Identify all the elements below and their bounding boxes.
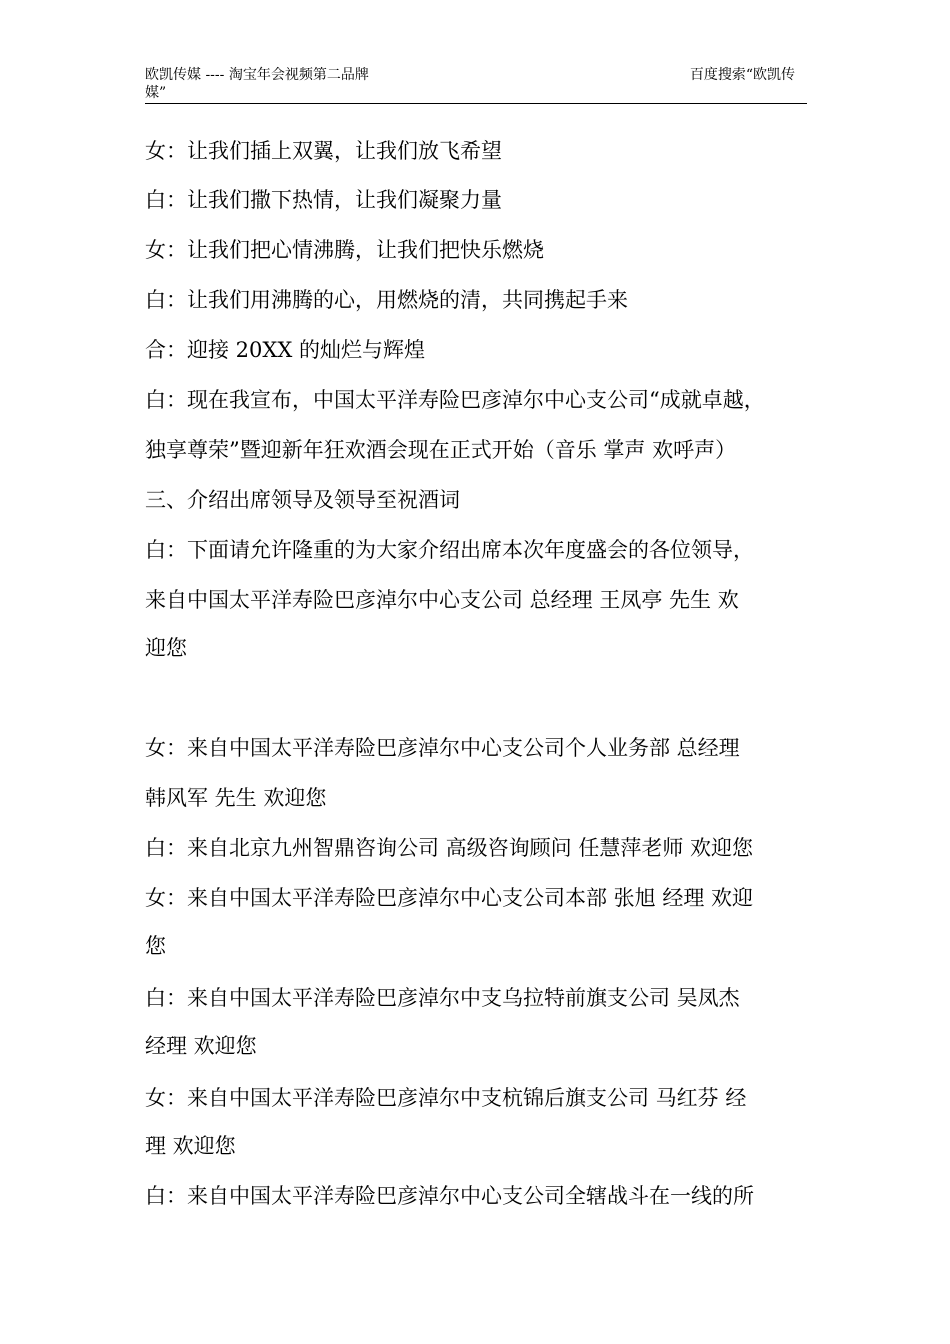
header-divider — [145, 103, 807, 104]
text-line: 您 — [145, 934, 166, 958]
text-line: 女：来自中国太平洋寿险巴彦淖尔中支杭锦后旗支公司 马红芬 经 — [145, 1086, 747, 1110]
text-line: 女：让我们把心情沸腾，让我们把快乐燃烧 — [145, 238, 544, 262]
text-line: 女：让我们插上双翼，让我们放飞希望 — [145, 139, 502, 163]
text-line: 独享尊荣”暨迎新年狂欢酒会现在正式开始（音乐 掌声 欢呼声） — [145, 438, 737, 462]
text-line: 女：来自中国太平洋寿险巴彦淖尔中心支公司本部 张旭 经理 欢迎 — [145, 886, 754, 910]
text-line: 迎您 — [145, 636, 187, 660]
text-line: 女：来自中国太平洋寿险巴彦淖尔中心支公司个人业务部 总经理 — [145, 736, 740, 760]
text-line: 白：来自中国太平洋寿险巴彦淖尔中心支公司全辖战斗在一线的所 — [145, 1184, 754, 1208]
text-line: 经理 欢迎您 — [145, 1034, 257, 1058]
section-heading: 三、介绍出席领导及领导至祝酒词 — [145, 488, 460, 512]
text-line: 来自中国太平洋寿险巴彦淖尔中心支公司 总经理 王凤亭 先生 欢 — [145, 588, 739, 612]
text-line: 合：迎接 20XX 的灿烂与辉煌 — [145, 338, 425, 362]
text-line: 白：下面请允许隆重的为大家介绍出席本次年度盛会的各位领导， — [145, 538, 754, 562]
text-line: 韩风军 先生 欢迎您 — [145, 786, 327, 810]
header-right-text: 百度搜索“欧凯传 — [689, 67, 795, 83]
text-line: 白：让我们用沸腾的心，用燃烧的清，共同携起手来 — [145, 288, 628, 312]
text-line: 白：让我们撒下热情，让我们凝聚力量 — [145, 188, 502, 212]
header-left-text: 欧凯传媒 ---- 淘宝年会视频第二品牌媒” — [145, 67, 369, 101]
page-header — [145, 66, 807, 102]
text-line: 白：来自中国太平洋寿险巴彦淖尔中支乌拉特前旗支公司 吴凤杰 — [145, 986, 740, 1010]
text-line: 理 欢迎您 — [145, 1134, 236, 1158]
text-line: 白：现在我宣布，中国太平洋寿险巴彦淖尔中心支公司“成就卓越， — [145, 388, 765, 412]
text-line: 白：来自北京九州智鼎咨询公司 高级咨询顾问 任慧萍老师 欢迎您 — [145, 836, 754, 860]
